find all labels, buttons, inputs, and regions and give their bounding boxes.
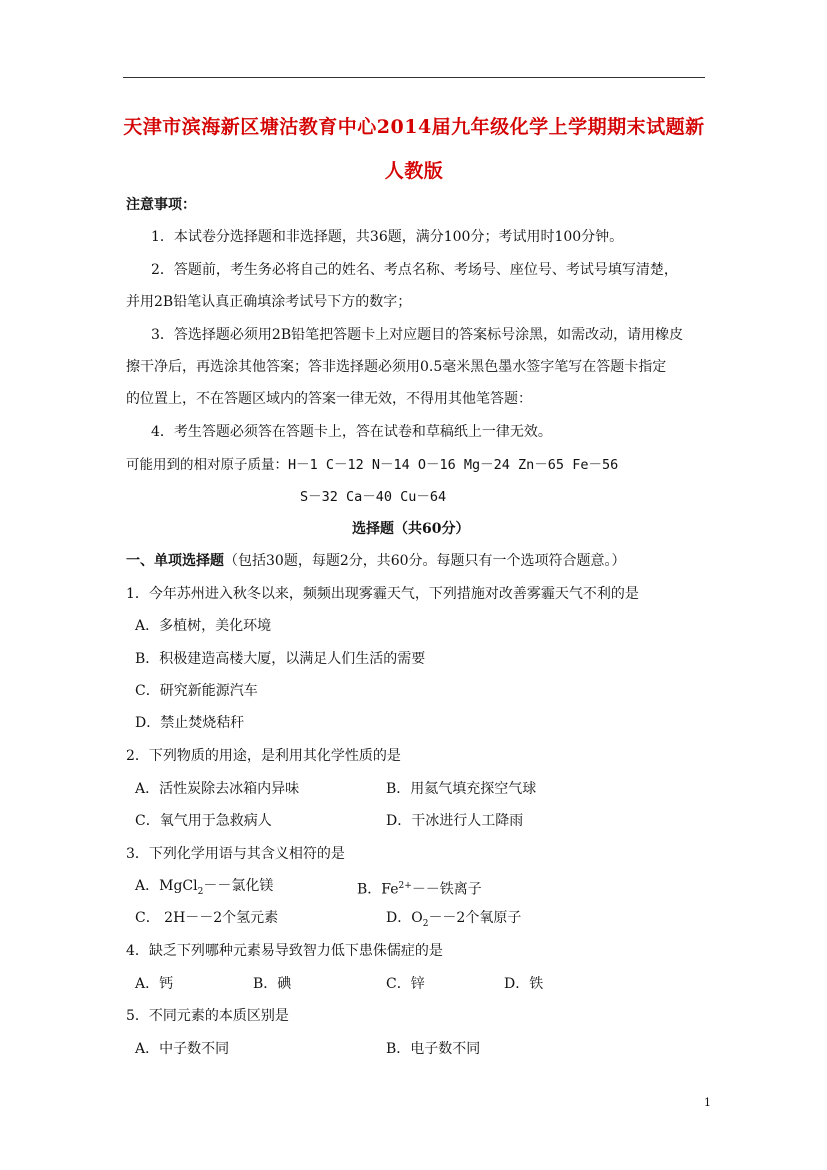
question-4-option-b: B．碘 — [253, 976, 292, 992]
notice-item-3-cont2: 的位置上，不在答题区域内的答案一律无效，不得用其他笔答题： — [126, 391, 532, 407]
section-heading: 选择题（共60分） — [352, 521, 470, 537]
question-4-stem: 4．缺乏下列哪种元素易导致智力低下患侏儒症的是 — [126, 943, 443, 959]
question-4-option-d: D．铁 — [504, 976, 544, 992]
option-b-meaning: －－铁离子 — [411, 881, 482, 898]
question-2-option-d: D．干冰进行人工降雨 — [386, 813, 524, 829]
question-1-option-a: A．多植树，美化环境 — [135, 618, 272, 634]
part-heading — [126, 552, 626, 570]
question-5-stem: 5．不同元素的本质区别是 — [126, 1008, 289, 1024]
page-title: 天津市滨海新区塘沽教育中心2014届九年级化学上学期期末试题新 — [123, 116, 705, 138]
option-b-superscript: 2+ — [398, 881, 412, 891]
question-4-option-c: C．锌 — [386, 976, 425, 992]
option-a-meaning: －－氯化镁 — [203, 878, 274, 894]
question-5-option-b: B．电子数不同 — [386, 1041, 481, 1057]
option-d-subscript: 2 — [422, 918, 429, 929]
question-3-option-a — [135, 877, 273, 901]
header-rule — [123, 77, 705, 78]
question-4-option-a: A．钙 — [135, 976, 174, 992]
question-3-option-c: C． 2H－－2个氢元素 — [135, 910, 279, 926]
option-d-formula: D．O — [386, 910, 423, 926]
option-a-formula: A．MgCl — [135, 878, 198, 894]
question-2-stem: 2．下列物质的用途，是利用其化学性质的是 — [126, 748, 401, 764]
page-number: 1 — [704, 1096, 711, 1109]
notice-item-3: 3．答选择题必须用2B铅笔把答题卡上对应题目的答案标号涂黑，如需改动，请用橡皮 — [151, 327, 684, 343]
atomic-mass-line-1: 可能用到的相对原子质量：H－1 C－12 N－14 O－16 Mg－24 Zn－65 Fe－56 — [126, 457, 619, 473]
part-title: 一、单项选择题 — [126, 553, 224, 569]
question-3-option-d — [386, 909, 521, 933]
question-1-option-b: B．积极建造高楼大厦，以满足人们生活的需要 — [135, 651, 426, 667]
notice-item-2-cont: 并用2B铅笔认真正确填涂考试号下方的数字； — [126, 294, 412, 310]
question-1-option-d: D．禁止焚烧秸秆 — [135, 715, 245, 731]
question-2-option-a: A．活性炭除去冰箱内异味 — [135, 781, 300, 797]
option-d-meaning: －－2个氧原子 — [428, 910, 522, 926]
question-1-stem: 1．今年苏州进入秋冬以来，频频出现雾霾天气，下列措施对改善雾霾天气不利的是 — [126, 586, 639, 602]
page-title-continued: 人教版 — [384, 160, 444, 182]
question-5-option-a: A．中子数不同 — [135, 1041, 230, 1057]
option-a-subscript: 2 — [197, 886, 204, 897]
notice-item-2: 2．答题前，考生务必将自己的姓名、考点名称、考场号、座位号、考试号填写清楚， — [151, 262, 678, 278]
question-3-option-b — [357, 877, 482, 899]
notice-item-4: 4．考生答题必须答在答题卡上，答在试卷和草稿纸上一律无效。 — [151, 424, 552, 440]
question-1-option-c: C．研究新能源汽车 — [135, 683, 258, 699]
part-instructions: （包括30题，每题2分，共60分。每题只有一个选项符合题意。） — [224, 553, 626, 569]
question-3-stem: 3．下列化学用语与其含义相符的是 — [126, 846, 345, 862]
atomic-mass-line-2: S－32 Ca－40 Cu－64 — [300, 489, 447, 505]
option-b-formula: B．Fe — [357, 881, 399, 898]
notice-heading: 注意事项： — [126, 197, 196, 213]
notice-item-3-cont: 擦干净后，再选涂其他答案；答非选择题必须用0.5毫米黑色墨水签字笔写在答题卡指定 — [126, 359, 667, 375]
question-2-option-b: B．用氦气填充探空气球 — [386, 781, 537, 797]
notice-item-1: 1．本试卷分选择题和非选择题，共36题，满分100分；考试用时100分钟。 — [151, 229, 624, 245]
question-2-option-c: C．氧气用于急救病人 — [135, 813, 272, 829]
